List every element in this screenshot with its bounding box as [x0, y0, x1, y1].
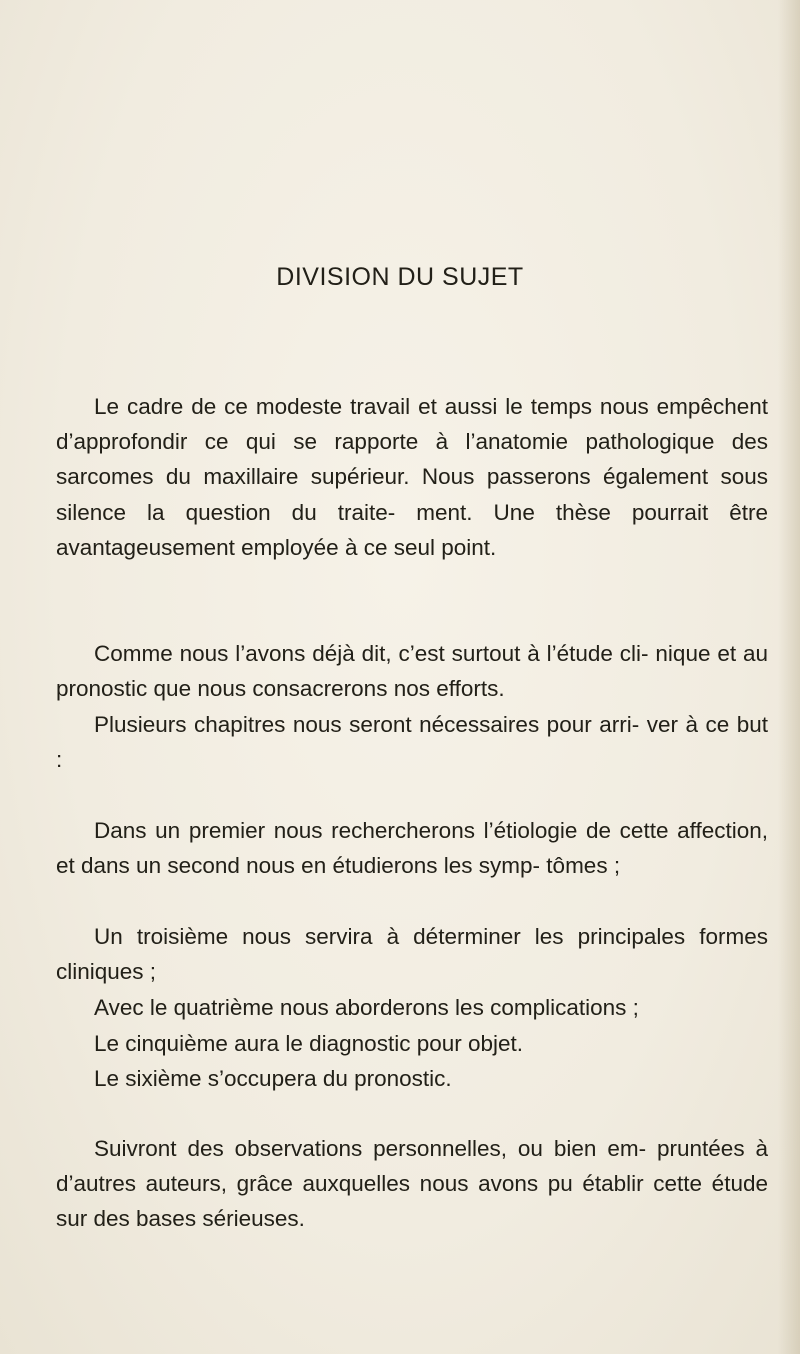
section-heading — [0, 263, 800, 292]
paragraph-9 — [56, 1131, 768, 1237]
paragraph-7 — [56, 1026, 768, 1061]
paragraph-text: Plusieurs chapitres nous seront nécessaires pour arri- ver à ce but : — [56, 712, 768, 773]
paragraph-2 — [56, 636, 768, 706]
paragraph-text: Le cinquième aura le diagnostic pour objet. — [94, 1031, 524, 1056]
paragraph-text: Dans un premier nous rechercherons l’étiologie de cette affection, et dans un second nous en étudierons les symp- tômes ; — [56, 818, 768, 879]
paragraph-text: Comme nous l’avons déjà dit, c’est surtout à l’étude cli- nique et au pronostic que nous consacrerons nos efforts. — [56, 641, 768, 702]
paragraph-4 — [56, 813, 768, 883]
paragraph-text: Suivront des observations personnelles, ou bien em- pruntées à d’autres auteurs, grâce auxquelles nous avons pu établir cette étude sur des bases sérieuses. — [56, 1136, 768, 1232]
paragraph-text: Le cadre de ce modeste travail et aussi le temps nous empêchent d’approfondir ce qui se rapporte à l’anatomie pathologique des sarcomes du maxillaire supérieur. Nous passerons également sous silence la question du traite- ment. Une thèse pourrait être avantageusement employée à ce seul point. — [56, 394, 768, 560]
page-edge-shadow — [778, 0, 800, 1354]
paragraph-text: Un troisième nous servira à déterminer les principales formes cliniques ; — [56, 924, 768, 985]
paragraph-1 — [56, 389, 768, 565]
section-heading-text: DIVISION DU SUJET — [276, 263, 524, 291]
paragraph-text: Le sixième s’occupera du pronostic. — [94, 1066, 452, 1091]
paragraph-8 — [56, 1061, 768, 1096]
paragraph-6 — [56, 990, 768, 1025]
paragraph-3 — [56, 707, 768, 777]
paragraph-5 — [56, 919, 768, 989]
paragraph-text: Avec le quatrième nous aborderons les complications ; — [94, 995, 639, 1020]
